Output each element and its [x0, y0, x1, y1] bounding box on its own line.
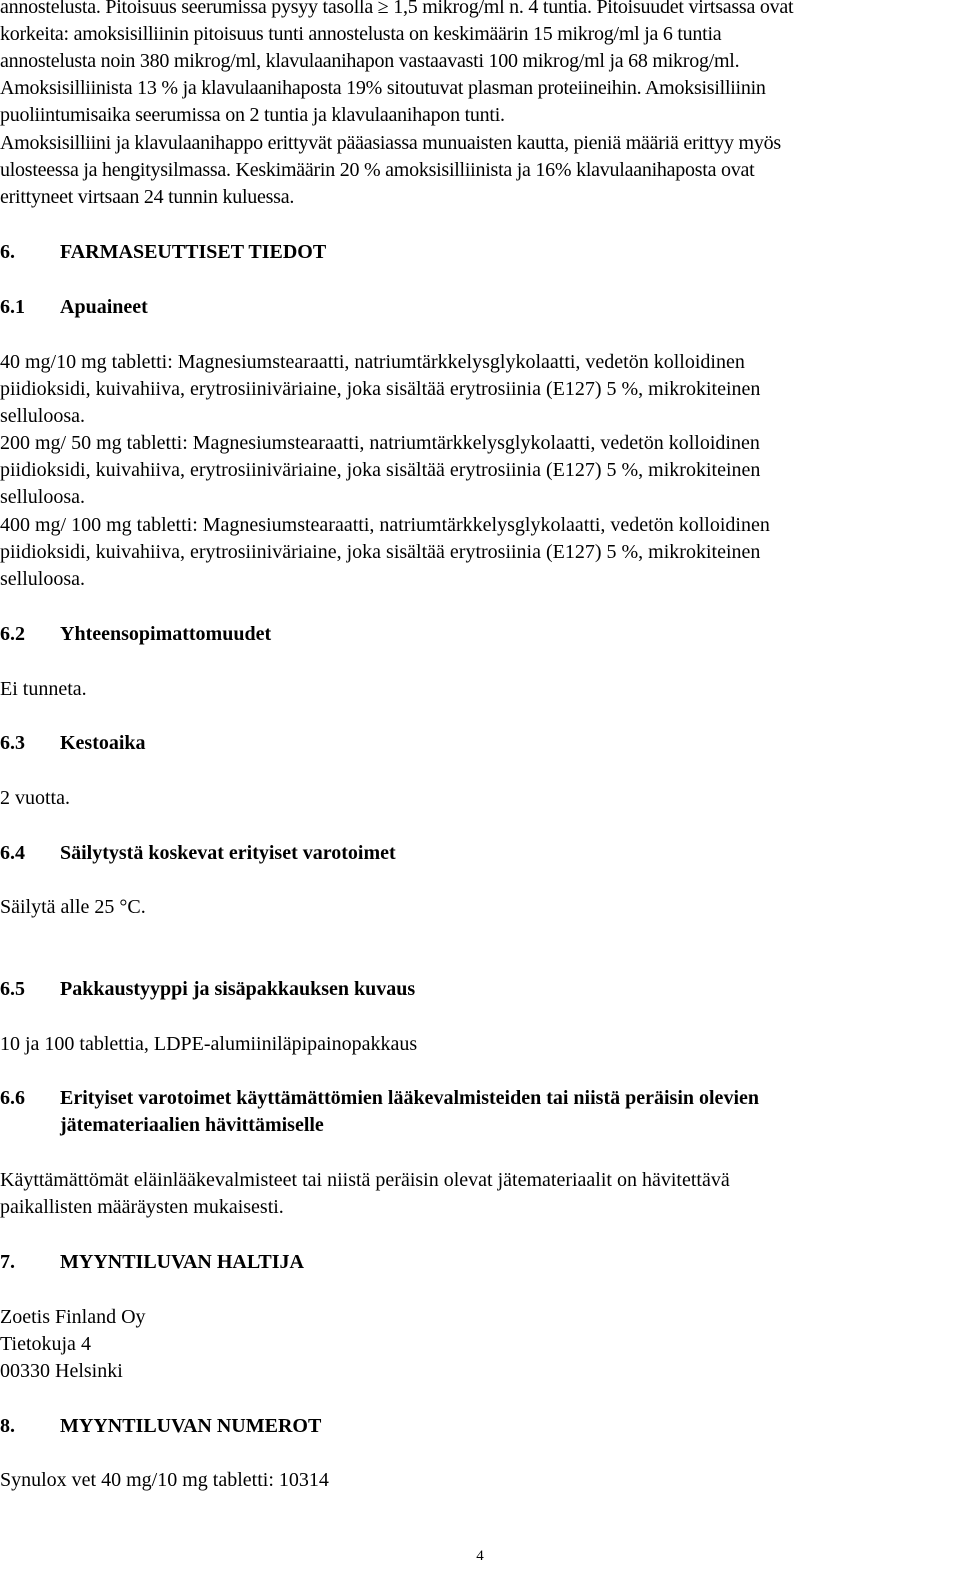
subsection-title: jätemateriaalien hävittämiselle: [60, 1114, 324, 1136]
packaging-text: 10 ja 100 tablettia, LDPE-alumiiniläpipainopakkaus: [0, 1033, 418, 1055]
excipient-line: piidioksidi, kuivahiiva, erytrosiiniväriaine, joka sisältää erytrosiinia (E127) 5 %, mikrokiteinen: [0, 541, 761, 563]
storage-text: Säilytä alle 25 °C.: [0, 896, 146, 918]
holder-street: Tietokuja 4: [0, 1333, 91, 1355]
intro-line: annostelusta. Pitoisuus seerumissa pysyy tasolla ≥ 1,5 mikrog/ml n. 4 tuntia. Pitoisuudet virtsassa ovat: [0, 0, 794, 18]
subsection-title: Erityiset varotoimet käyttämättömien lääkevalmisteiden tai niistä peräisin olevien: [60, 1087, 759, 1109]
section-number: 7.: [0, 1251, 15, 1273]
intro-line: korkeita: amoksisilliinin pitoisuus tunti annostelusta on keskimäärin 15 mikrog/ml ja 6 tuntia: [0, 23, 722, 45]
disposal-line: Käyttämättömät eläinlääkevalmisteet tai niistä peräisin olevat jätemateriaalit on hävitettävä: [0, 1169, 730, 1191]
subsection-heading: [0, 730, 960, 757]
subsection-heading: [0, 294, 960, 321]
intro-line: puoliintumisaika seerumissa on 2 tuntia ja klavulaanihapon tunti.: [0, 104, 505, 126]
subsection-title: Kestoaika: [60, 732, 146, 754]
subsection-number: 6.6: [0, 1087, 25, 1109]
subsection-title: Pakkaustyyppi ja sisäpakkauksen kuvaus: [60, 978, 416, 1000]
section-heading: [0, 1249, 960, 1276]
holder-name: Zoetis Finland Oy: [0, 1306, 146, 1328]
section-number: 8.: [0, 1415, 15, 1437]
excipient-line: 40 mg/10 mg tabletti: Magnesiumstearaatti, natriumtärkkelysglykolaatti, vedetön kolloidinen: [0, 351, 745, 373]
incompatibilities-text: Ei tunneta.: [0, 678, 87, 700]
subsection-number: 6.3: [0, 732, 25, 754]
section-heading: [0, 239, 960, 266]
intro-line: Amoksisilliini ja klavulaanihappo erittyvät pääasiassa munuaisten kautta, pieniä määriä erittyy myös: [0, 132, 781, 154]
subsection-number: 6.4: [0, 842, 25, 864]
subsection-number: 6.2: [0, 623, 25, 645]
authorisation-number: Synulox vet 40 mg/10 mg tabletti: 10314: [0, 1469, 329, 1491]
section-title: MYYNTILUVAN HALTIJA: [60, 1251, 304, 1273]
excipient-line: piidioksidi, kuivahiiva, erytrosiiniväriaine, joka sisältää erytrosiinia (E127) 5 %, mikrokiteinen: [0, 459, 761, 481]
subsection-number: 6.5: [0, 978, 25, 1000]
subsection-heading: [0, 976, 960, 1003]
holder-city: 00330 Helsinki: [0, 1360, 123, 1382]
excipient-line: selluloosa.: [0, 405, 85, 427]
subsection-heading: [0, 1085, 960, 1112]
subsection-heading-continued: [0, 1112, 960, 1139]
section-title: FARMASEUTTISET TIEDOT: [60, 241, 327, 263]
excipient-line: 400 mg/ 100 mg tabletti: Magnesiumstearaatti, natriumtärkkelysglykolaatti, vedetön kolloidinen: [0, 514, 770, 536]
subsection-number: 6.1: [0, 296, 25, 318]
subsection-heading: [0, 621, 960, 648]
disposal-line: paikallisten määräysten mukaisesti.: [0, 1196, 284, 1218]
section-heading: [0, 1413, 960, 1440]
intro-line: annostelusta noin 380 mikrog/ml, klavulaanihapon vastaavasti 100 mikrog/ml ja 68 mikrog/ml.: [0, 50, 740, 72]
intro-line: Amoksisilliinista 13 % ja klavulaanihaposta 19% sitoutuvat plasman proteiineihin. Amoksisilliinin: [0, 77, 766, 99]
page-number: 4: [476, 1548, 484, 1564]
shelf-life-text: 2 vuotta.: [0, 787, 70, 809]
excipient-line: selluloosa.: [0, 568, 85, 590]
subsection-heading: [0, 840, 960, 867]
subsection-title: Säilytystä koskevat erityiset varotoimet: [60, 842, 396, 864]
subsection-title: Yhteensopimattomuudet: [60, 623, 272, 645]
excipient-line: piidioksidi, kuivahiiva, erytrosiiniväriaine, joka sisältää erytrosiinia (E127) 5 %, mikrokiteinen: [0, 378, 761, 400]
section-number: 6.: [0, 241, 15, 263]
subsection-title: Apuaineet: [60, 296, 148, 318]
excipient-line: selluloosa.: [0, 486, 85, 508]
intro-line: erittyneet virtsaan 24 tunnin kuluessa.: [0, 186, 295, 208]
section-title: MYYNTILUVAN NUMEROT: [60, 1415, 322, 1437]
excipient-line: 200 mg/ 50 mg tabletti: Magnesiumstearaatti, natriumtärkkelysglykolaatti, vedetön kolloidinen: [0, 432, 760, 454]
intro-line: ulosteessa ja hengitysilmassa. Keskimäärin 20 % amoksisilliinista ja 16% klavulaanihaposta ovat: [0, 159, 755, 181]
